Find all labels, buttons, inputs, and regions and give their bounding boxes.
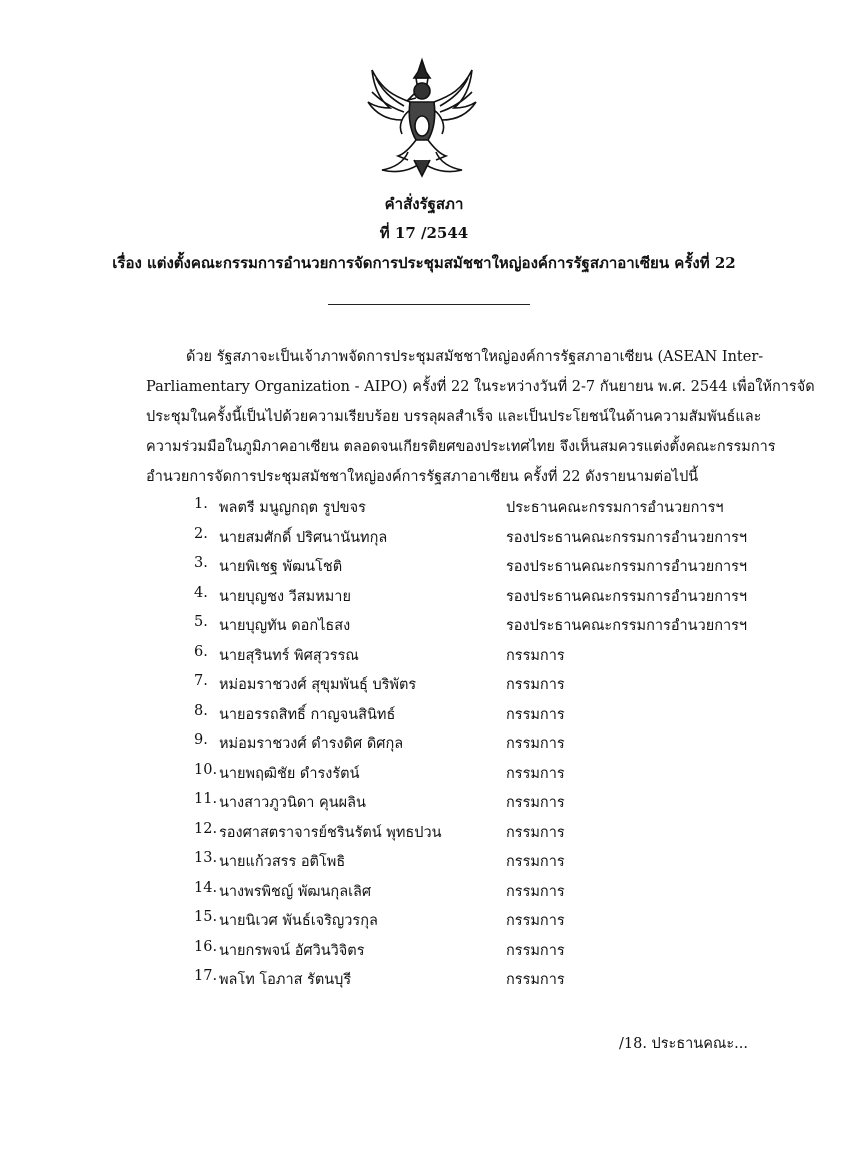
- member-name: พลโท โอภาส รัตนบุรี: [219, 972, 352, 988]
- member-number: 15.: [194, 909, 218, 925]
- member-role: รองประธานคณะกรรมการอำนวยการฯ: [506, 618, 748, 634]
- member-number: 12.: [194, 820, 218, 837]
- list-item: [194, 850, 774, 880]
- order-title: คำสั่งรัฐสภา: [384, 195, 464, 213]
- member-role: กรรมการ: [506, 795, 565, 811]
- body-paragraph: [146, 342, 815, 492]
- member-name: นายกรพจน์ อัศวินวิจิตร: [219, 942, 365, 959]
- member-role: กรรมการ: [506, 647, 565, 664]
- member-number: 5.: [194, 614, 208, 630]
- member-number: 11.: [194, 791, 218, 807]
- list-item: [194, 673, 774, 703]
- member-name: นางพรพิชญ์ พัฒนกุลเลิศ: [219, 883, 372, 900]
- list-item: [194, 821, 774, 851]
- member-number: 6.: [194, 643, 208, 660]
- member-list: [194, 496, 774, 998]
- member-number: 7.: [194, 673, 208, 689]
- member-role: ประธานคณะกรรมการอำนวยการฯ: [506, 500, 724, 516]
- body-line: Parliamentary Organization - AIPO) ครั้งที่ 22 ในระหว่างวันที่ 2-7 กันยายน พ.ศ. 2544 เพื่อให้การจัด: [146, 379, 815, 395]
- list-item: [194, 968, 774, 998]
- member-number: 8.: [194, 702, 208, 719]
- member-role: รองประธานคณะกรรมการอำนวยการฯ: [506, 559, 748, 575]
- member-name: รองศาสตราจารย์ชรินรัตน์ พุทธปวน: [219, 824, 442, 841]
- order-subject: เรื่อง แต่งตั้งคณะกรรมการอำนวยการจัดการประชุมสมัชชาใหญ่องค์การรัฐสภาอาเซียน ครั้งที่ 22: [112, 254, 736, 272]
- body-line: อำนวยการจัดการประชุมสมัชชาใหญ่องค์การรัฐสภาอาเซียน ครั้งที่ 22 ดังรายนามต่อไปนี้: [146, 469, 699, 485]
- list-item: [194, 496, 774, 526]
- list-item: [194, 614, 774, 644]
- member-number: 16.: [194, 938, 218, 955]
- member-role: กรรมการ: [506, 706, 565, 723]
- member-number: 4.: [194, 584, 208, 601]
- member-name: นายนิเวศ พันธ์เจริญวรกุล: [219, 913, 378, 929]
- member-name: นายพฤฒิชัย ดำรงรัตน์: [219, 765, 360, 782]
- member-name: นายบุญทัน ดอกไธสง: [219, 618, 351, 634]
- member-role: กรรมการ: [506, 677, 565, 693]
- list-item: [194, 791, 774, 821]
- list-item: [194, 703, 774, 733]
- member-number: 14.: [194, 879, 218, 896]
- member-name: นายบุญชง วีสมหมาย: [219, 588, 351, 605]
- member-role: กรรมการ: [506, 824, 565, 841]
- list-item: [194, 732, 774, 762]
- list-item: [194, 909, 774, 939]
- member-name: นายแก้วสรร อติโพธิ: [219, 854, 346, 870]
- list-item: [194, 555, 774, 585]
- member-role: กรรมการ: [506, 765, 565, 782]
- list-item: [194, 939, 774, 969]
- member-role: กรรมการ: [506, 972, 565, 988]
- member-name: นายอรรถสิทธิ์ กาญจนสินิทธ์: [219, 706, 396, 723]
- member-name: หม่อมราชวงศ์ สุขุมพันธุ์ บริพัตร: [219, 677, 417, 693]
- member-name: หม่อมราชวงศ์ ดำรงดิศ ดิศกุล: [219, 736, 404, 752]
- member-number: 3.: [194, 555, 208, 571]
- list-item: [194, 585, 774, 615]
- body-line: ประชุมในครั้งนี้เป็นไปด้วยความเรียบร้อย บรรลุผลสำเร็จ และเป็นประโยชน์ในด้านความสัมพันธ์และ: [146, 409, 762, 425]
- member-role: รองประธานคณะกรรมการอำนวยการฯ: [506, 529, 748, 546]
- member-role: กรรมการ: [506, 854, 565, 870]
- continuation-note: /18. ประธานคณะ...: [618, 1036, 748, 1052]
- member-role: รองประธานคณะกรรมการอำนวยการฯ: [506, 588, 748, 605]
- member-role: กรรมการ: [506, 942, 565, 959]
- member-role: กรรมการ: [506, 913, 565, 929]
- member-name: นายสุรินทร์ พิศสุวรรณ: [219, 647, 359, 664]
- order-number: ที่ 17 /2544: [379, 224, 469, 242]
- body-line: ด้วย รัฐสภาจะเป็นเจ้าภาพจัดการประชุมสมัชชาใหญ่องค์การรัฐสภาอาเซียน (ASEAN Inter-: [186, 349, 764, 365]
- list-item: [194, 644, 774, 674]
- member-number: 1.: [194, 496, 208, 512]
- divider-line: [328, 304, 530, 305]
- member-role: กรรมการ: [506, 736, 565, 752]
- member-number: 2.: [194, 525, 208, 542]
- member-name: นายพิเชฐ พัฒนโชติ: [219, 559, 343, 575]
- member-number: 17.: [194, 968, 218, 984]
- body-line: ความร่วมมือในภูมิภาคอาเซียน ตลอดจนเกียรติยศของประเทศไทย จึงเห็นสมควรแต่งตั้งคณะกรรมการ: [146, 439, 776, 455]
- member-number: 13.: [194, 850, 218, 866]
- member-name: นางสาวภูวนิดา คุนผลิน: [219, 795, 366, 811]
- list-item: [194, 526, 774, 556]
- list-item: [194, 762, 774, 792]
- member-number: 9.: [194, 732, 208, 748]
- list-item: [194, 880, 774, 910]
- garuda-emblem-icon: [364, 56, 480, 180]
- member-name: พลตรี มนูญกฤต รูปขจร: [219, 500, 366, 516]
- member-role: กรรมการ: [506, 883, 565, 900]
- member-name: นายสมศักดิ์ ปริศนานันทกุล: [219, 529, 388, 546]
- member-number: 10.: [194, 761, 218, 778]
